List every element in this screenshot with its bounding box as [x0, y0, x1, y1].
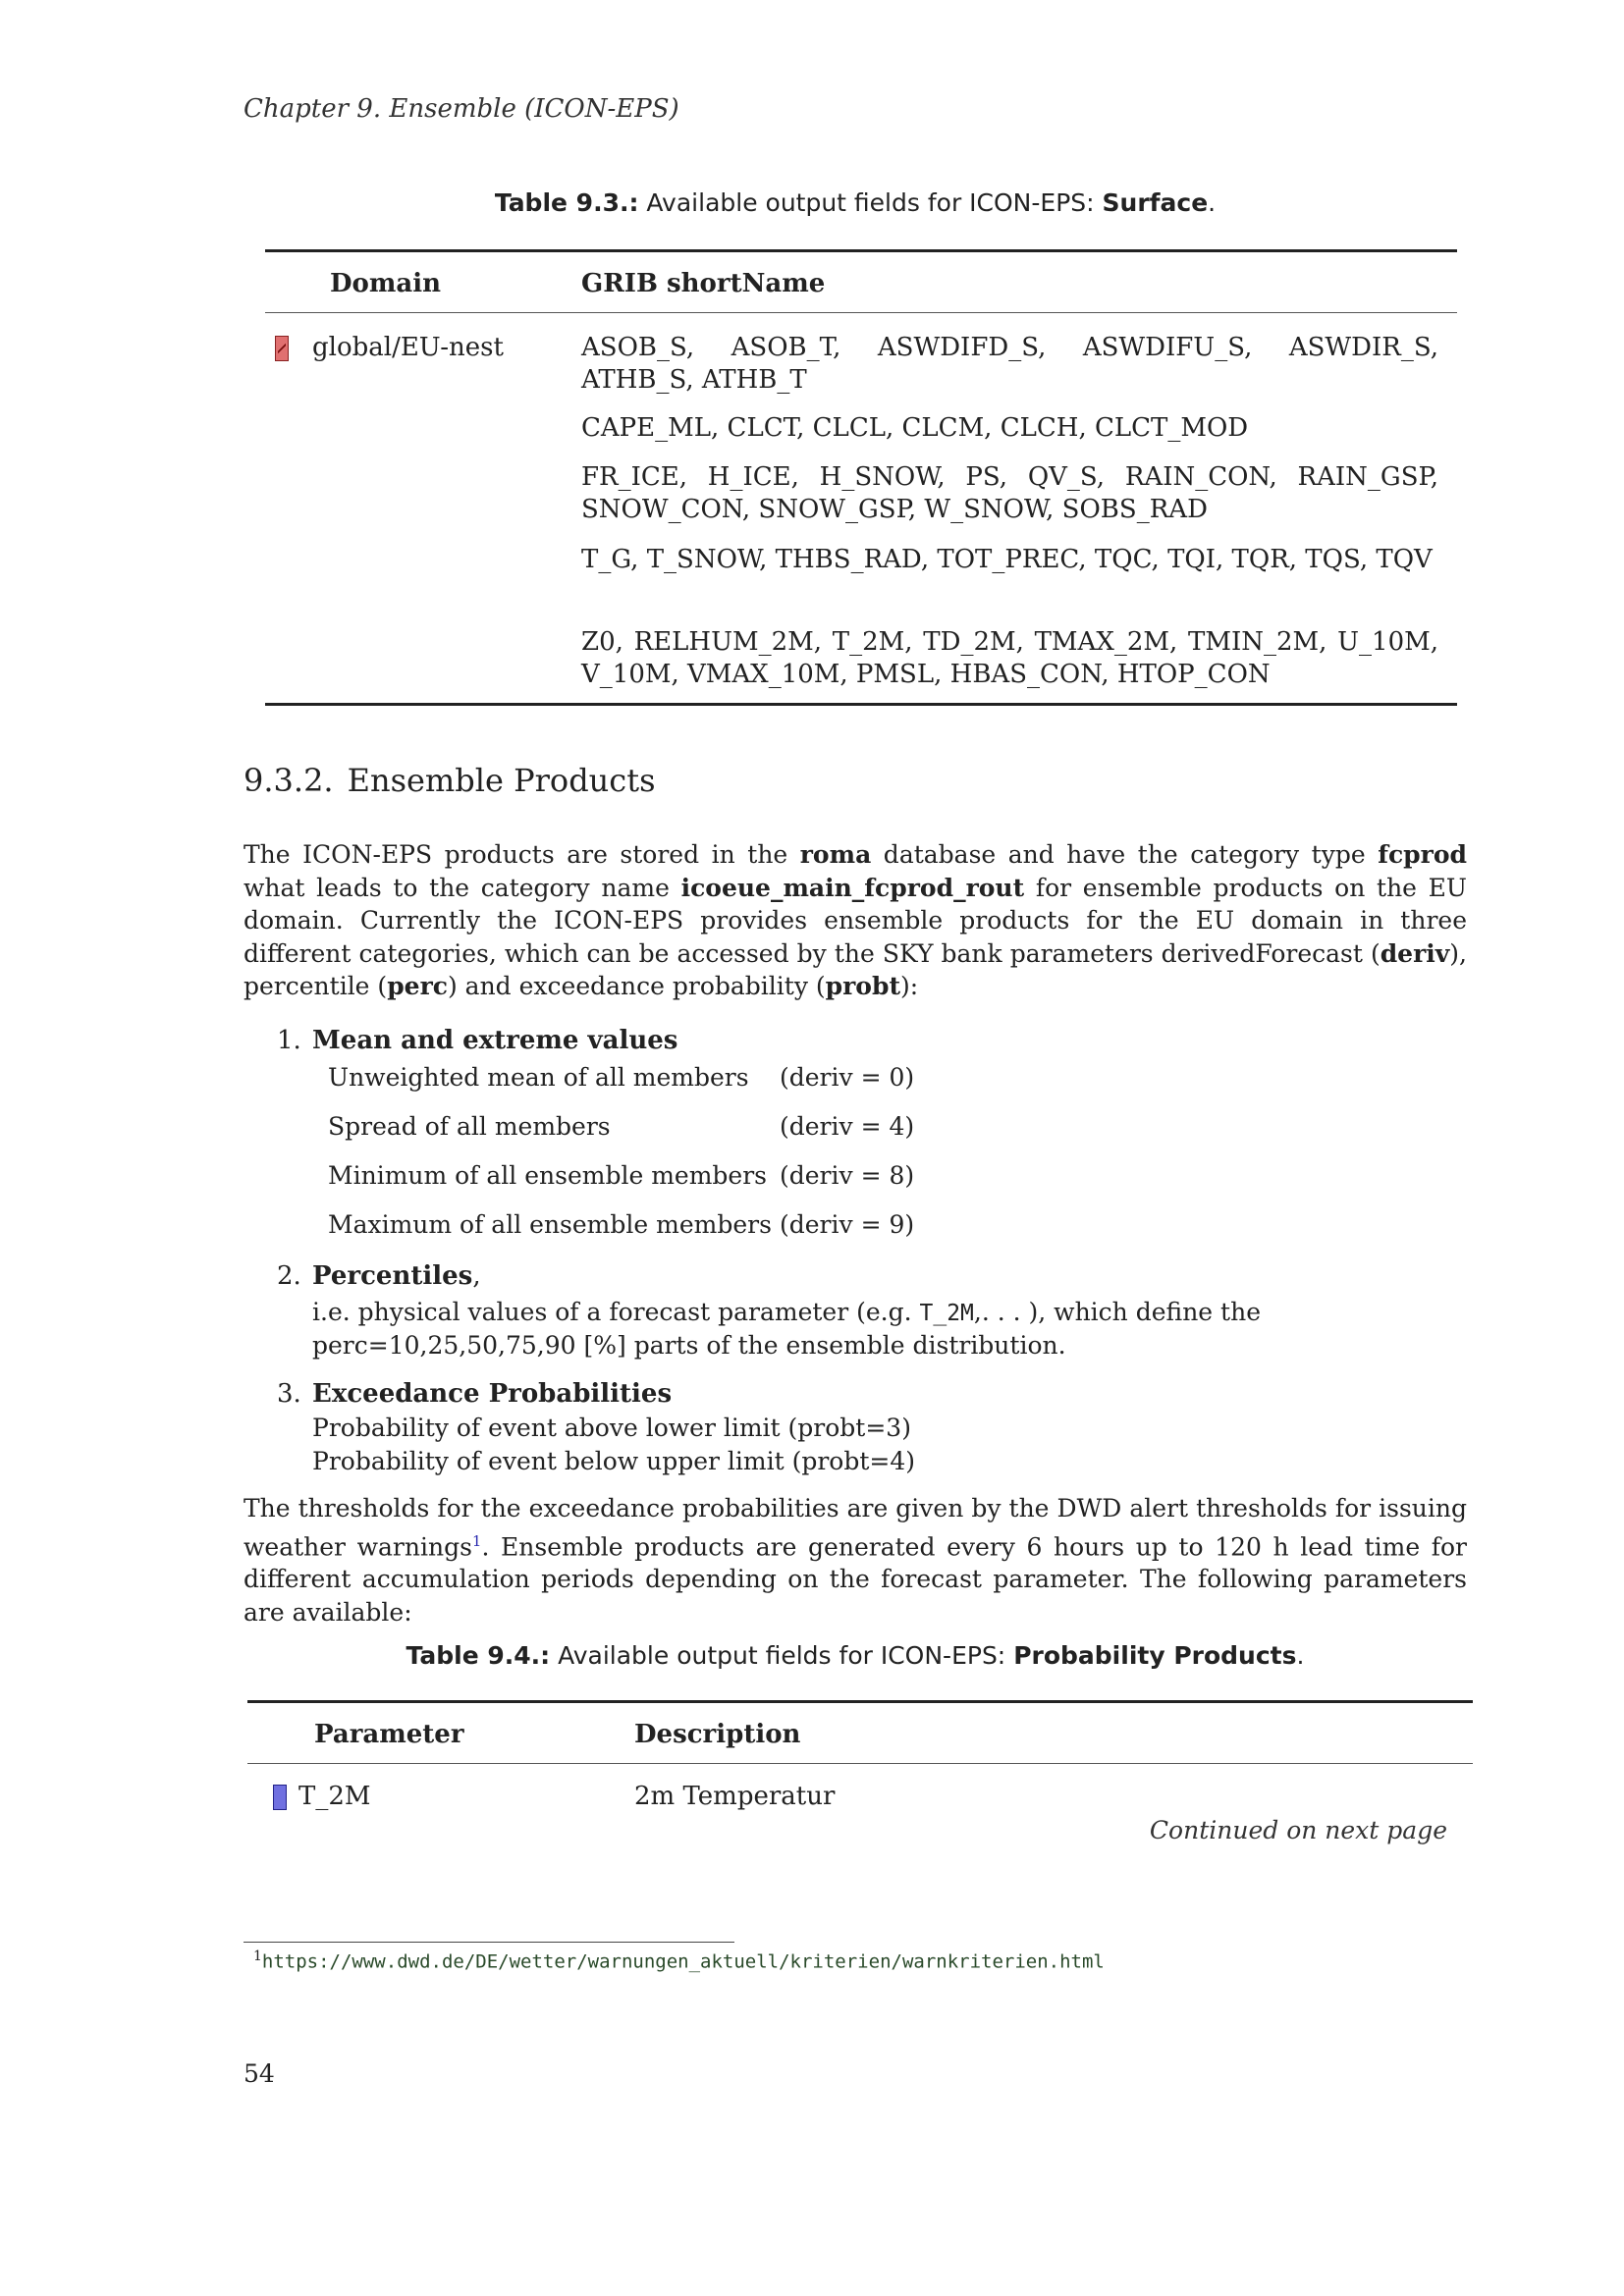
table1-grib-row-1: ASOB_S, ASOB_T, ASWDIFD_S, ASWDIFU_S, ASWDIR_S, ATHB_S, ATHB_T: [581, 333, 1438, 395]
list-item-2-text-b: ,. . . ), which define the: [973, 1298, 1261, 1326]
intro-text-7: ):: [900, 972, 919, 1000]
list-item-1-title: [277, 1026, 677, 1055]
list-item-3-title: [277, 1379, 672, 1409]
list-item-2-code: T_2M: [919, 1301, 974, 1326]
list-item-2-label: Percentiles: [312, 1261, 473, 1291]
intro-text-5: ), percentile (: [244, 938, 1467, 1000]
table2-caption: [244, 1641, 1467, 1670]
table-marker-icon: [275, 336, 289, 361]
intro-paragraph: [244, 838, 1467, 1003]
list-item-3-number: 3.: [277, 1379, 301, 1409]
deriv-row-value: (deriv = 4): [780, 1112, 915, 1141]
intro-bold-probt: probt: [825, 972, 900, 1000]
section-number: 9.3.2.: [244, 762, 334, 799]
footnote-number: 1: [253, 1949, 262, 1964]
list-item-1-number: 1.: [277, 1026, 301, 1055]
intro-bold-deriv: deriv: [1380, 938, 1450, 968]
deriv-row: [328, 1112, 914, 1141]
intro-bold-fcprod: fcprod: [1378, 840, 1467, 869]
table1-header-rule: [265, 312, 1457, 313]
table2-caption-suffix: .: [1296, 1641, 1305, 1670]
table1-caption-bold: Surface: [1102, 188, 1209, 217]
list-item-1-label: Mean and extreme values: [312, 1026, 678, 1055]
list-item-2-line-1: [312, 1298, 1261, 1326]
deriv-row: [328, 1210, 914, 1239]
deriv-row-label: Minimum of all ensemble members: [328, 1161, 767, 1190]
deriv-row-value: (deriv = 0): [780, 1063, 915, 1092]
thresholds-text-2: . Ensemble products are generated every 6 hours up to 120 h lead time for different accumulation periods depending on the forecast parameter. The following parameters are available:: [244, 1531, 1468, 1627]
table2-caption-text: Available output fields for ICON-EPS:: [558, 1641, 1006, 1670]
running-header: Chapter 9. Ensemble (ICON-EPS): [244, 94, 679, 124]
intro-text-2: database and have the category type: [871, 840, 1379, 869]
deriv-row: [328, 1063, 914, 1092]
deriv-row-value: (deriv = 9): [780, 1210, 915, 1239]
thresholds-text-1: The thresholds for the exceedance probabilities are given by the DWD alert thresholds for issuing weather warnings: [244, 1494, 1467, 1561]
table2-caption-bold: Probability Products: [1013, 1641, 1297, 1670]
table2-header-param: Parameter: [314, 1720, 464, 1749]
continued-note: Continued on next page: [1149, 1816, 1447, 1844]
table1-header-domain: Domain: [330, 269, 442, 298]
table1-grib-row-4: T_G, T_SNOW, THBS_RAD, TOT_PREC, TQC, TQI, TQR, TQS, TQV: [581, 545, 1433, 574]
intro-text-4: for ensemble products on the EU domain. Currently the ICON-EPS provides ensemble products for the EU domain in three different categories, which can be accessed by the SKY bank parameters derivedForecast (: [244, 873, 1467, 968]
deriv-row-label: Spread of all members: [328, 1112, 611, 1141]
list-item-2-line-2: perc=10,25,50,75,90 [%] parts of the ensemble distribution.: [312, 1331, 1066, 1360]
intro-text-3: what leads to the category name: [244, 873, 681, 902]
table2-top-rule: [247, 1700, 1473, 1703]
table1-caption: [244, 188, 1467, 217]
deriv-row-value: (deriv = 8): [780, 1161, 915, 1190]
intro-text-6: ) and exceedance probability (: [447, 972, 826, 1000]
table2-caption-prefix: Table 9.4.:: [406, 1641, 551, 1670]
intro-text-1: The ICON-EPS products are stored in the: [244, 840, 800, 869]
table-marker-icon: [273, 1785, 287, 1810]
thresholds-paragraph: [244, 1492, 1467, 1629]
intro-bold-perc: perc: [387, 972, 448, 1000]
page-number: 54: [244, 2059, 275, 2088]
footnote-reference-link[interactable]: 1: [471, 1531, 482, 1550]
intro-bold-roma: roma: [799, 840, 872, 869]
table1-grib-row-2: CAPE_ML, CLCT, CLCL, CLCM, CLCH, CLCT_MOD: [581, 413, 1249, 443]
deriv-row-label: Maximum of all ensemble members: [328, 1210, 772, 1239]
deriv-row-label: Unweighted mean of all members: [328, 1063, 749, 1092]
table1-caption-text: Available output fields for ICON-EPS:: [646, 188, 1095, 217]
table2-header-rule: [247, 1763, 1473, 1764]
list-item-2-title: [277, 1261, 481, 1291]
footnote-rule: [244, 1942, 734, 1943]
table1-grib-row-3: FR_ICE, H_ICE, H_SNOW, PS, QV_S, RAIN_CON, RAIN_GSP, SNOW_CON, SNOW_GSP, W_SNOW, SOBS_RAD: [581, 462, 1438, 524]
table2-desc-cell: 2m Temperatur: [634, 1782, 836, 1811]
list-item-2-suffix: ,: [472, 1261, 481, 1291]
table2-param-cell: T_2M: [298, 1782, 371, 1811]
table1-caption-suffix: .: [1208, 188, 1217, 217]
list-item-3-line-1: Probability of event above lower limit (probt=3): [312, 1414, 911, 1442]
deriv-row: [328, 1161, 914, 1190]
footnote-url-link[interactable]: https://www.dwd.de/DE/wetter/warnungen_aktuell/kriterien/warnkriterien.html: [261, 1950, 1105, 1973]
table1-grib-row-5: Z0, RELHUM_2M, T_2M, TD_2M, TMAX_2M, TMIN_2M, U_10M, V_10M, VMAX_10M, PMSL, HBAS_CON, HTOP_CON: [581, 627, 1438, 689]
table1-top-rule: [265, 249, 1457, 252]
table1-bottom-rule: [265, 703, 1457, 706]
list-item-3-line-2: Probability of event below upper limit (probt=4): [312, 1447, 915, 1475]
table1-domain-cell: global/EU-nest: [312, 333, 504, 362]
section-title: Ensemble Products: [347, 762, 656, 799]
list-item-2-text-a: i.e. physical values of a forecast parameter (e.g.: [312, 1298, 920, 1326]
section-heading: [244, 762, 655, 799]
list-item-3-label: Exceedance Probabilities: [312, 1379, 673, 1409]
table1-caption-prefix: Table 9.3.:: [494, 188, 639, 217]
footnote: [253, 1949, 1105, 1972]
table2-header-desc: Description: [634, 1720, 801, 1749]
list-item-2-number: 2.: [277, 1261, 301, 1291]
intro-bold-category: icoeue_main_fcprod_rout: [680, 873, 1025, 902]
table1-header-grib: GRIB shortName: [581, 269, 826, 298]
